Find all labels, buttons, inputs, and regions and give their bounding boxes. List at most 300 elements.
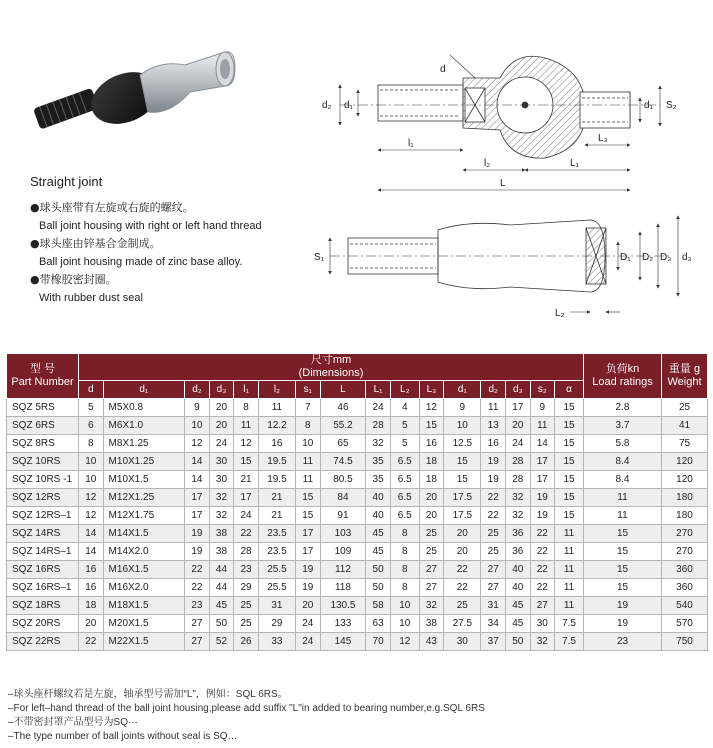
- table-cell: 63: [366, 615, 391, 633]
- table-cell: 27: [185, 615, 210, 633]
- column-header: l₁: [234, 381, 259, 399]
- table-cell: 16: [481, 435, 506, 453]
- table-cell: 9: [530, 399, 555, 417]
- table-cell: 10: [296, 435, 321, 453]
- table-cell: 2.8: [584, 399, 662, 417]
- table-cell: 14: [79, 525, 104, 543]
- table-cell: 27: [185, 633, 210, 651]
- table-cell: M18X1.5: [103, 597, 185, 615]
- table-cell: 11: [481, 399, 506, 417]
- table-cell: M20X1.5: [103, 615, 185, 633]
- table-header-row-1: [7, 354, 708, 381]
- table-cell: 32: [366, 435, 391, 453]
- table-cell: 15: [296, 507, 321, 525]
- table-cell: 25.5: [258, 579, 295, 597]
- bullet-en-alloy: Ball joint housing made of zinc base alloy.: [39, 256, 243, 268]
- note-cn-left-thread: –球头座杆螺纹若是左旋，轴承型号需加“L”，例如：SQL 6RS。: [8, 689, 288, 700]
- table-cell: 10: [390, 597, 419, 615]
- label-s2: S₂: [666, 100, 677, 111]
- label-D2: D₂: [642, 252, 654, 263]
- table-cell: 19: [530, 489, 555, 507]
- table-cell: 45: [505, 597, 530, 615]
- table-cell: 11: [258, 399, 295, 417]
- part-number-cell: SQZ 6RS: [7, 417, 79, 435]
- table-cell: 74.5: [320, 453, 366, 471]
- table-cell: 65: [320, 435, 366, 453]
- table-cell: 44: [209, 561, 234, 579]
- table-cell: 24: [234, 507, 259, 525]
- table-cell: 17: [234, 489, 259, 507]
- table-cell: 5: [390, 435, 419, 453]
- table-cell: 50: [209, 615, 234, 633]
- table-cell: 10: [444, 417, 481, 435]
- column-header: l₂: [258, 381, 295, 399]
- table-cell: 17: [185, 489, 210, 507]
- table-cell: 20: [444, 525, 481, 543]
- table-cell: 22: [481, 507, 506, 525]
- table-cell: 120: [662, 453, 708, 471]
- table-cell: 15: [584, 579, 662, 597]
- part-number-cell: SQZ 12RS: [7, 489, 79, 507]
- label-l2: l₂: [484, 158, 491, 169]
- spec-table: [6, 353, 708, 651]
- table-cell: 23: [185, 597, 210, 615]
- table-cell: 17: [296, 525, 321, 543]
- table-cell: 38: [209, 525, 234, 543]
- table-cell: 6.5: [390, 471, 419, 489]
- table-cell: 120: [662, 471, 708, 489]
- table-cell: 40: [505, 561, 530, 579]
- table-cell: 6.5: [390, 489, 419, 507]
- table-cell: 25.5: [258, 561, 295, 579]
- bullet-icon: ●: [30, 201, 40, 214]
- table-cell: 17: [296, 543, 321, 561]
- table-cell: 40: [366, 507, 391, 525]
- intro-text: [30, 174, 330, 307]
- table-cell: 32: [209, 489, 234, 507]
- table-cell: 17: [505, 399, 530, 417]
- table-cell: 41: [662, 417, 708, 435]
- table-cell: 18: [79, 597, 104, 615]
- table-cell: 29: [234, 579, 259, 597]
- table-cell: 8: [390, 561, 419, 579]
- table-cell: 27.5: [444, 615, 481, 633]
- table-cell: 20: [419, 489, 444, 507]
- table-cell: 15: [419, 417, 444, 435]
- table-row: [7, 471, 708, 489]
- table-cell: 75: [662, 435, 708, 453]
- part-number-cell: SQZ 10RS -1: [7, 471, 79, 489]
- table-cell: 25: [662, 399, 708, 417]
- table-cell: 12: [419, 399, 444, 417]
- table-cell: 27: [481, 561, 506, 579]
- intro-title: Straight joint: [30, 174, 103, 189]
- table-cell: 27: [419, 579, 444, 597]
- table-cell: 80.5: [320, 471, 366, 489]
- table-cell: 130.5: [320, 597, 366, 615]
- label-d: d: [440, 64, 446, 75]
- table-cell: 36: [505, 543, 530, 561]
- table-cell: 24: [296, 633, 321, 651]
- table-cell: 15: [234, 453, 259, 471]
- table-cell: 70: [366, 633, 391, 651]
- table-row: [7, 507, 708, 525]
- part-number-cell: SQZ 16RS–1: [7, 579, 79, 597]
- table-cell: 270: [662, 543, 708, 561]
- table-cell: 19: [296, 579, 321, 597]
- column-header: d: [79, 381, 104, 399]
- header-part-number: 型 号 Part Number: [7, 354, 79, 399]
- table-cell: 15: [444, 471, 481, 489]
- table-cell: 8.4: [584, 453, 662, 471]
- top-view-section: [340, 56, 660, 158]
- table-cell: 22: [530, 525, 555, 543]
- table-cell: 15: [555, 489, 584, 507]
- table-cell: 12.5: [444, 435, 481, 453]
- table-cell: 30: [209, 471, 234, 489]
- technical-drawing: [300, 20, 700, 340]
- column-header: L₁: [366, 381, 391, 399]
- table-cell: 23.5: [258, 525, 295, 543]
- table-cell: 180: [662, 489, 708, 507]
- label-l3: L₃: [598, 133, 608, 144]
- bullet-en-thread: Ball joint housing with right or left hand thread: [39, 220, 262, 232]
- table-cell: 270: [662, 525, 708, 543]
- table-cell: 30: [444, 633, 481, 651]
- table-cell: 24: [366, 399, 391, 417]
- table-cell: 19: [530, 507, 555, 525]
- label-D3: D₃: [660, 252, 672, 263]
- table-cell: 750: [662, 633, 708, 651]
- table-row: [7, 579, 708, 597]
- table-cell: 15: [555, 471, 584, 489]
- table-cell: 17: [530, 453, 555, 471]
- table-cell: 8: [390, 525, 419, 543]
- table-cell: 11: [296, 453, 321, 471]
- table-cell: 58: [366, 597, 391, 615]
- table-cell: 25: [419, 543, 444, 561]
- table-cell: 23: [234, 561, 259, 579]
- table-cell: 9: [444, 399, 481, 417]
- table-cell: 20: [296, 597, 321, 615]
- table-row: [7, 615, 708, 633]
- header-load: 负荷kn Load ratings: [584, 354, 662, 399]
- table-cell: 103: [320, 525, 366, 543]
- bullet-icon: ●: [30, 273, 40, 286]
- table-row: [7, 525, 708, 543]
- table-cell: 27: [419, 561, 444, 579]
- table-cell: 21: [258, 489, 295, 507]
- table-cell: 25: [481, 525, 506, 543]
- table-cell: 91: [320, 507, 366, 525]
- table-row: [7, 453, 708, 471]
- column-header: L₂: [390, 381, 419, 399]
- table-cell: 20: [79, 615, 104, 633]
- table-cell: 3.7: [584, 417, 662, 435]
- column-header: d₂: [185, 381, 210, 399]
- table-cell: M16X2.0: [103, 579, 185, 597]
- table-cell: 15: [444, 453, 481, 471]
- bullet-en-seal: With rubber dust seal: [39, 292, 143, 304]
- column-header: d₂: [481, 381, 506, 399]
- bottom-view: [330, 220, 670, 292]
- table-row: [7, 435, 708, 453]
- table-row: [7, 489, 708, 507]
- table-cell: 11: [234, 417, 259, 435]
- table-cell: 32: [209, 507, 234, 525]
- table-cell: 50: [366, 579, 391, 597]
- column-header: d₃: [209, 381, 234, 399]
- table-cell: 109: [320, 543, 366, 561]
- table-cell: 38: [419, 615, 444, 633]
- table-cell: 50: [505, 633, 530, 651]
- table-cell: 133: [320, 615, 366, 633]
- part-number-cell: SQZ 12RS–1: [7, 507, 79, 525]
- note-en-left-thread: –For left–hand thread of the ball joint housing,please add suffix "L"in added to bearing number,e.g.SQL 6RS: [8, 703, 485, 714]
- table-cell: 22: [79, 633, 104, 651]
- table-cell: M22X1.5: [103, 633, 185, 651]
- table-cell: 32: [505, 489, 530, 507]
- table-cell: 46: [320, 399, 366, 417]
- table-cell: 10: [185, 417, 210, 435]
- table-cell: 25: [234, 615, 259, 633]
- table-cell: M5X0.8: [103, 399, 185, 417]
- table-cell: 22: [185, 579, 210, 597]
- table-cell: 20: [209, 417, 234, 435]
- table-cell: 23: [584, 633, 662, 651]
- threaded-stud: [33, 88, 99, 130]
- column-header: d₃: [505, 381, 530, 399]
- table-cell: 37: [481, 633, 506, 651]
- table-cell: 15: [555, 435, 584, 453]
- table-cell: 22: [530, 561, 555, 579]
- label-s1: S₁: [314, 252, 325, 263]
- table-cell: 25: [444, 597, 481, 615]
- table-cell: 22: [444, 579, 481, 597]
- table-row: [7, 561, 708, 579]
- table-cell: 21: [234, 471, 259, 489]
- table-cell: 32: [419, 597, 444, 615]
- table-cell: 11: [555, 543, 584, 561]
- table-cell: 112: [320, 561, 366, 579]
- table-cell: 12: [79, 507, 104, 525]
- table-cell: M12X1.25: [103, 489, 185, 507]
- table-cell: 19: [185, 543, 210, 561]
- table-cell: 38: [209, 543, 234, 561]
- table-cell: 13: [481, 417, 506, 435]
- table-cell: 6: [79, 417, 104, 435]
- header-weight: 重量 g Weight: [662, 354, 708, 399]
- table-cell: 24: [505, 435, 530, 453]
- table-cell: 20: [419, 507, 444, 525]
- part-number-cell: SQZ 8RS: [7, 435, 79, 453]
- table-row: [7, 417, 708, 435]
- table-cell: 50: [366, 561, 391, 579]
- bullet-icon: ●: [30, 237, 40, 250]
- table-cell: 15: [296, 489, 321, 507]
- table-cell: 31: [258, 597, 295, 615]
- part-number-cell: SQZ 18RS: [7, 597, 79, 615]
- table-cell: 18: [419, 471, 444, 489]
- table-cell: M10X1.5: [103, 471, 185, 489]
- table-cell: 8: [390, 579, 419, 597]
- table-cell: 45: [366, 525, 391, 543]
- bullet-cn-thread: ●球头座带有左旋或右旋的螺纹。: [30, 201, 194, 214]
- table-cell: 25: [481, 543, 506, 561]
- table-cell: 22: [530, 579, 555, 597]
- table-cell: 14: [185, 471, 210, 489]
- bottom-view-dimensions: [330, 216, 678, 312]
- table-cell: 28: [234, 543, 259, 561]
- table-cell: 12: [79, 489, 104, 507]
- table-cell: 45: [366, 543, 391, 561]
- note-en-no-seal: –The type number of ball joints without seal is SQ…: [8, 731, 238, 742]
- table-cell: 30: [209, 453, 234, 471]
- table-cell: 24: [209, 435, 234, 453]
- bullet-cn-seal: ●带橡胶密封圈。: [30, 273, 117, 286]
- table-cell: 9: [185, 399, 210, 417]
- header-dimensions: 尺寸mm (Dimensions): [79, 354, 584, 381]
- table-cell: 11: [530, 417, 555, 435]
- table-cell: 11: [555, 561, 584, 579]
- table-cell: 27: [481, 579, 506, 597]
- table-cell: 22: [185, 561, 210, 579]
- table-cell: 19.5: [258, 453, 295, 471]
- table-cell: 16: [419, 435, 444, 453]
- table-cell: 7.5: [555, 615, 584, 633]
- table-cell: 20: [209, 399, 234, 417]
- note-cn-no-seal: –不带密封罩产品型号为SQ···: [8, 717, 138, 728]
- table-cell: M14X2.0: [103, 543, 185, 561]
- table-cell: 25: [419, 525, 444, 543]
- table-cell: 6.5: [390, 507, 419, 525]
- table-cell: 16: [258, 435, 295, 453]
- table-cell: 20: [505, 417, 530, 435]
- table-cell: 14: [185, 453, 210, 471]
- table-cell: 27: [530, 597, 555, 615]
- table-cell: 8: [79, 435, 104, 453]
- table-cell: 84: [320, 489, 366, 507]
- table-cell: 24: [296, 615, 321, 633]
- table-cell: 28: [505, 471, 530, 489]
- table-row: [7, 633, 708, 651]
- table-row: [7, 597, 708, 615]
- part-number-cell: SQZ 20RS: [7, 615, 79, 633]
- bullet-cn-alloy: ●球头座由锌基合金制成。: [30, 237, 161, 250]
- table-cell: 12: [390, 633, 419, 651]
- table-cell: 7.5: [555, 633, 584, 651]
- table-cell: 4: [390, 399, 419, 417]
- table-cell: 118: [320, 579, 366, 597]
- table-cell: 8.4: [584, 471, 662, 489]
- table-cell: 540: [662, 597, 708, 615]
- table-cell: 16: [79, 561, 104, 579]
- table-cell: 45: [505, 615, 530, 633]
- column-header: d₁: [103, 381, 185, 399]
- table-cell: 17: [530, 471, 555, 489]
- column-header: d₁: [444, 381, 481, 399]
- table-cell: 40: [366, 489, 391, 507]
- column-header: s₁: [296, 381, 321, 399]
- part-number-cell: SQZ 16RS: [7, 561, 79, 579]
- table-cell: 11: [555, 579, 584, 597]
- table-cell: 19: [296, 561, 321, 579]
- table-cell: 17.5: [444, 507, 481, 525]
- part-number-cell: SQZ 22RS: [7, 633, 79, 651]
- table-cell: 40: [505, 579, 530, 597]
- table-cell: 45: [209, 597, 234, 615]
- table-cell: 25: [234, 597, 259, 615]
- table-cell: 16: [79, 579, 104, 597]
- table-cell: 11: [584, 507, 662, 525]
- table-cell: 8: [390, 543, 419, 561]
- table-cell: 15: [555, 453, 584, 471]
- table-cell: 34: [481, 615, 506, 633]
- label-L: L: [500, 178, 506, 189]
- table-cell: 360: [662, 561, 708, 579]
- table-cell: 30: [530, 615, 555, 633]
- label-d1: d₁: [344, 100, 353, 111]
- table-cell: 32: [505, 507, 530, 525]
- table-cell: 12.2: [258, 417, 295, 435]
- table-cell: 570: [662, 615, 708, 633]
- part-number-cell: SQZ 14RS–1: [7, 543, 79, 561]
- table-cell: M16X1.5: [103, 561, 185, 579]
- table-cell: 44: [209, 579, 234, 597]
- table-cell: 33: [258, 633, 295, 651]
- table-cell: 31: [481, 597, 506, 615]
- table-cell: 145: [320, 633, 366, 651]
- table-cell: M14X1.5: [103, 525, 185, 543]
- table-cell: 35: [366, 453, 391, 471]
- table-cell: 15: [555, 417, 584, 435]
- table-cell: 14: [79, 543, 104, 561]
- table-cell: M8X1.25: [103, 435, 185, 453]
- table-cell: 8: [296, 417, 321, 435]
- table-cell: 43: [419, 633, 444, 651]
- table-cell: 10: [79, 453, 104, 471]
- table-cell: 17: [185, 507, 210, 525]
- table-cell: 35: [366, 471, 391, 489]
- table-cell: 22: [444, 561, 481, 579]
- table-cell: M10X1.25: [103, 453, 185, 471]
- table-cell: M12X1.75: [103, 507, 185, 525]
- table-cell: 11: [584, 489, 662, 507]
- table-cell: 12: [185, 435, 210, 453]
- label-d2: d₂: [322, 100, 332, 111]
- table-cell: 55.2: [320, 417, 366, 435]
- table-cell: 23.5: [258, 543, 295, 561]
- table-cell: 28: [505, 453, 530, 471]
- table-cell: 19: [481, 471, 506, 489]
- table-cell: 19.5: [258, 471, 295, 489]
- table-cell: 11: [555, 525, 584, 543]
- table-cell: 15: [555, 507, 584, 525]
- table-cell: 19: [584, 597, 662, 615]
- table-cell: 11: [296, 471, 321, 489]
- table-cell: 52: [209, 633, 234, 651]
- table-cell: 19: [481, 453, 506, 471]
- table-cell: 10: [390, 615, 419, 633]
- table-cell: 15: [584, 543, 662, 561]
- table-cell: 19: [185, 525, 210, 543]
- table-cell: 5: [79, 399, 104, 417]
- table-cell: 6.5: [390, 453, 419, 471]
- label-d1-right: d₁: [644, 100, 653, 111]
- table-cell: 15: [584, 525, 662, 543]
- label-L1: L₁: [570, 158, 579, 169]
- table-cell: 14: [530, 435, 555, 453]
